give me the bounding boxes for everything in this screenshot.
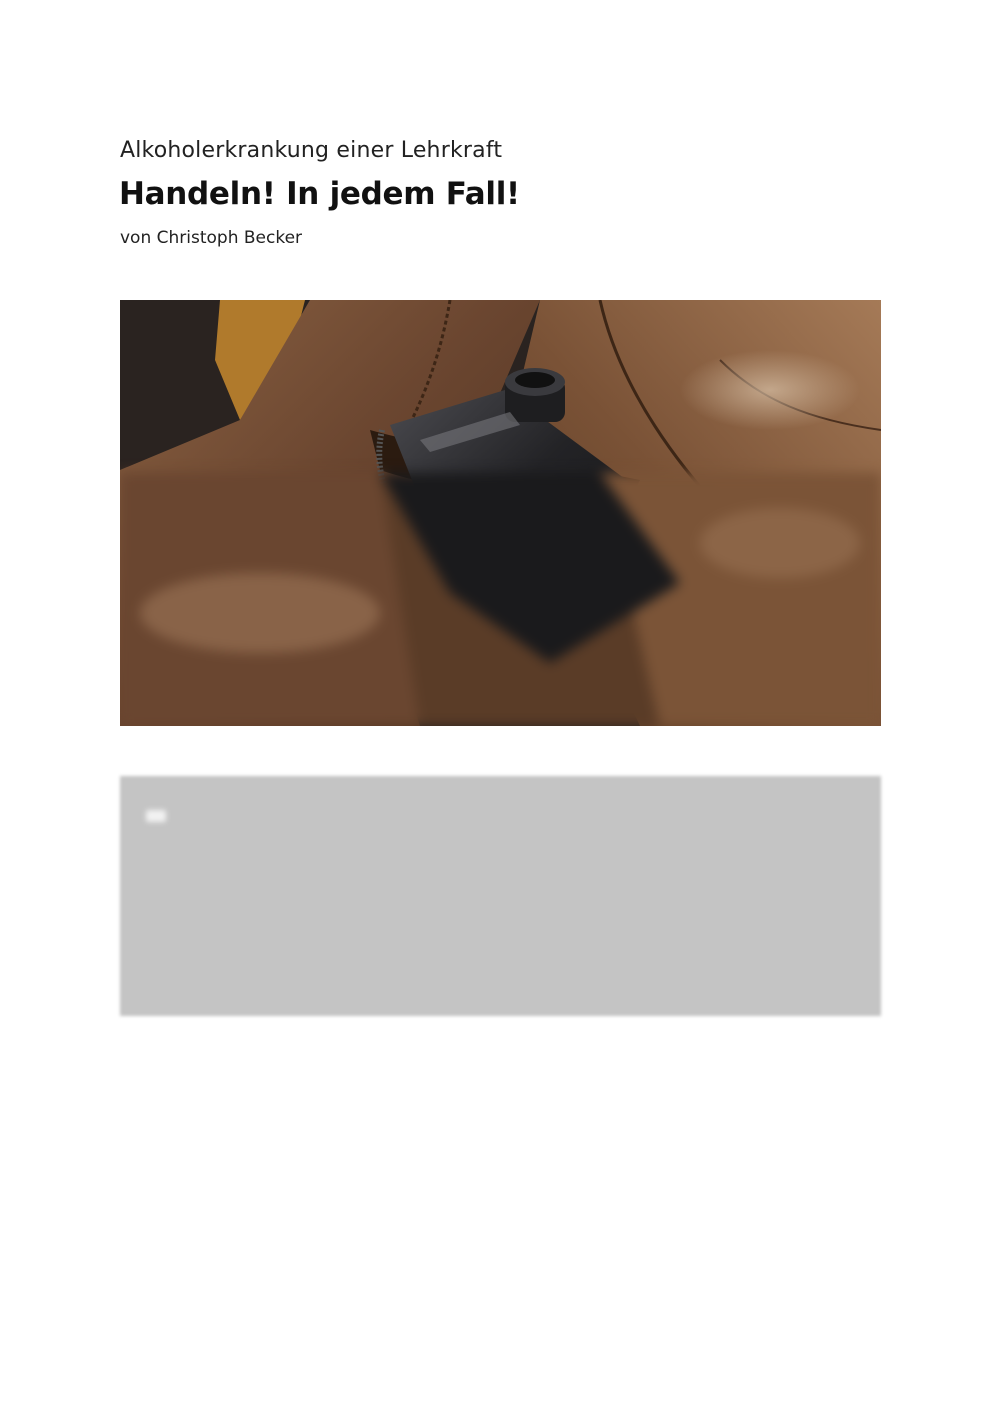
document-author: von Christoph Becker	[120, 228, 303, 248]
hero-image-blurred-region	[120, 473, 881, 726]
info-box-badge	[146, 810, 166, 822]
info-box	[120, 776, 881, 1016]
document-title: Handeln! In jedem Fall!	[119, 176, 520, 212]
hero-image	[120, 300, 881, 726]
document-subtitle: Alkoholerkrankung einer Lehrkraft	[120, 138, 503, 163]
